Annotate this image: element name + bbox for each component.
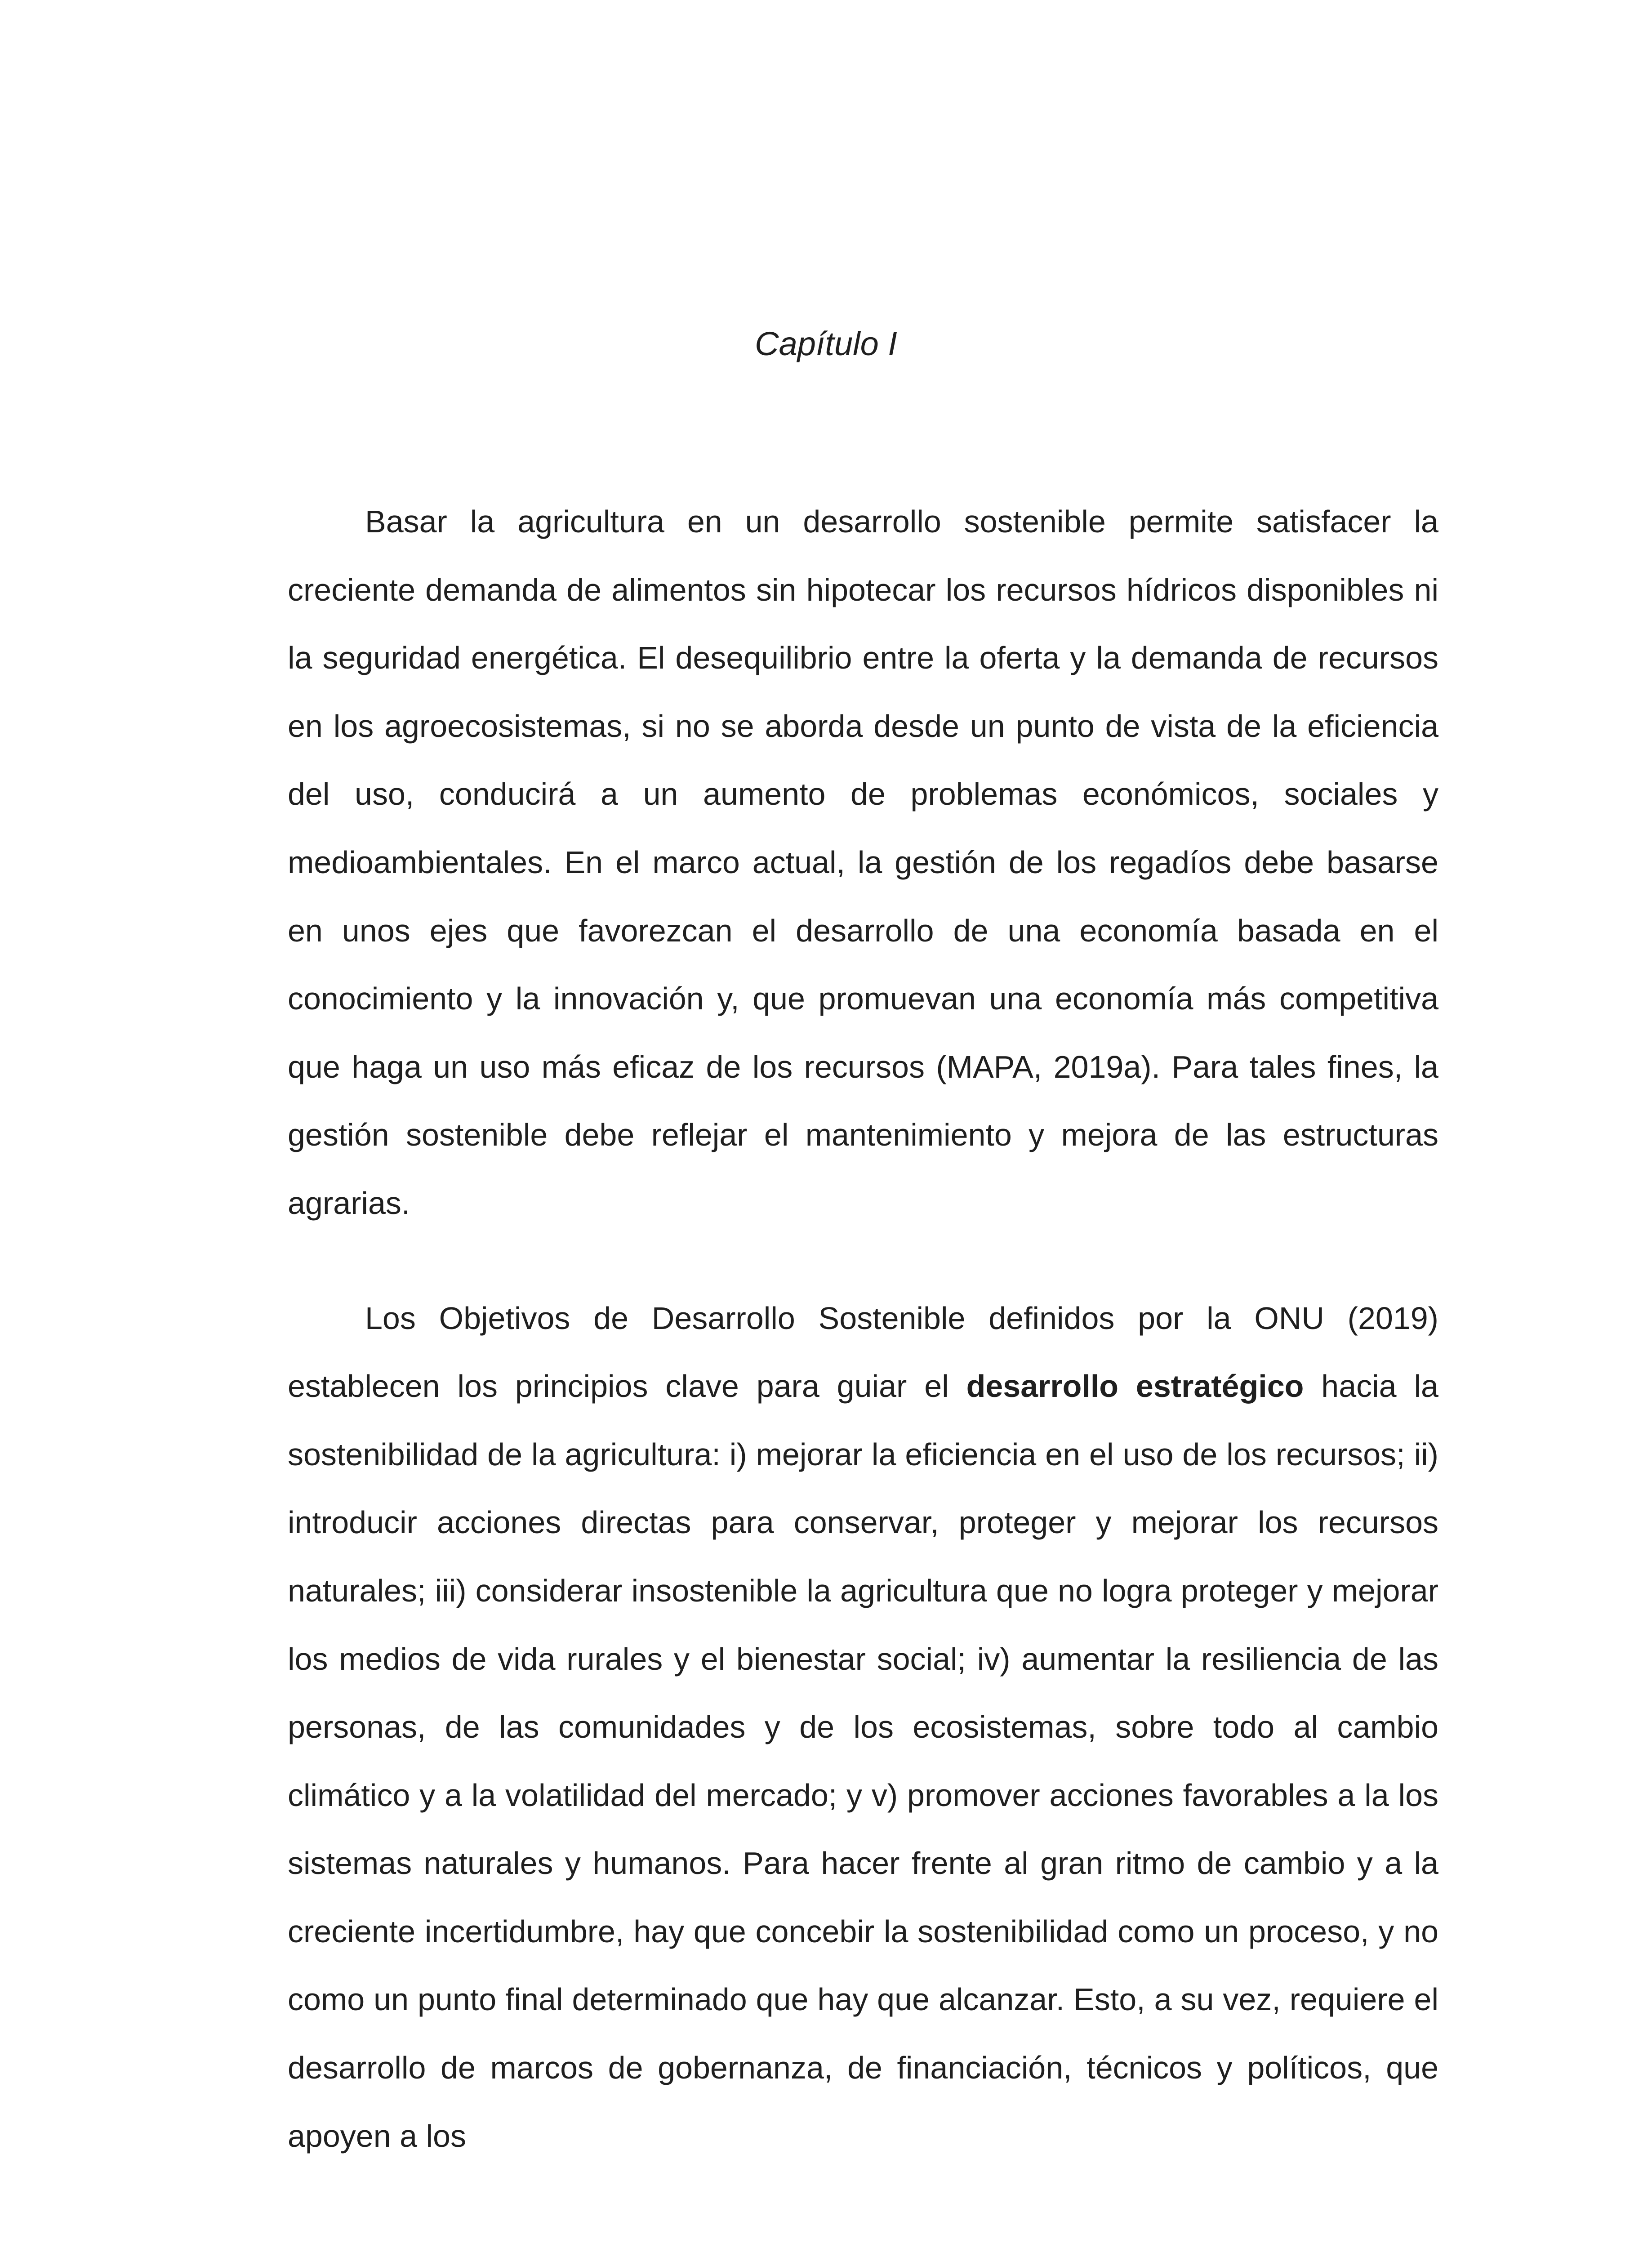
paragraph-text: hacia la sostenibilidad de la agricultura: i) mejorar la eficiencia en el uso de los recursos; ii) introducir acciones directas para conservar, proteger y mejorar los recursos naturales; iii) considerar insostenible la agricultura que no logra proteger y mejorar los medios de vida rurales y el bienestar social; iv) aumentar la resiliencia de las personas, de las comunidades y de los ecosistemas, sobre todo al cambio climático y a la volatilidad del mercado; y v) promover acciones favorables a la los sistemas naturales y humanos. Para hacer frente al gran ritmo de cambio y a la creciente incertidumbre, hay que concebir la sostenibilidad como un proceso, y no como un punto final determinado que hay que alcanzar. Esto, a su vez, requiere el desarrollo de marcos de gobernanza, de financiación, técnicos y políticos, que apoyen a los: [288, 1369, 1438, 2154]
chapter-header: Capítulo I: [755, 325, 897, 362]
paragraph-text: Basar la agricultura en un desarrollo sostenible permite satisfacer la creciente demanda de alimentos sin hipotecar los recursos hídricos disponibles ni la seguridad energética. El desequilibrio entre la oferta y la demanda de recursos en los agroecosistemas, si no se aborda desde un punto de vista de la eficiencia del uso, conducirá a un aumento de problemas económicos, sociales y medioambientales. En el marco actual, la gestión de los regadíos debe basarse en unos ejes que favorezcan el desarrollo de una economía basada en el conocimiento y la innovación y, que promuevan una economía más competitiva que haga un uso más eficaz de los recursos (MAPA, 2019a). Para tales fines, la gestión sostenible debe reflejar el mantenimiento y mejora de las estructuras agrarias.: [288, 504, 1438, 1221]
body-text: [288, 488, 1438, 2170]
bold-term: desarrollo estratégico: [966, 1369, 1304, 1404]
paragraph-text: Los Objetivos de Desarrollo Sostenible definidos por la ONU (2019) establecen los principios clave para guiar el: [288, 1300, 1438, 1404]
paragraph: [288, 488, 1438, 1238]
paragraph: [288, 1285, 1438, 2171]
